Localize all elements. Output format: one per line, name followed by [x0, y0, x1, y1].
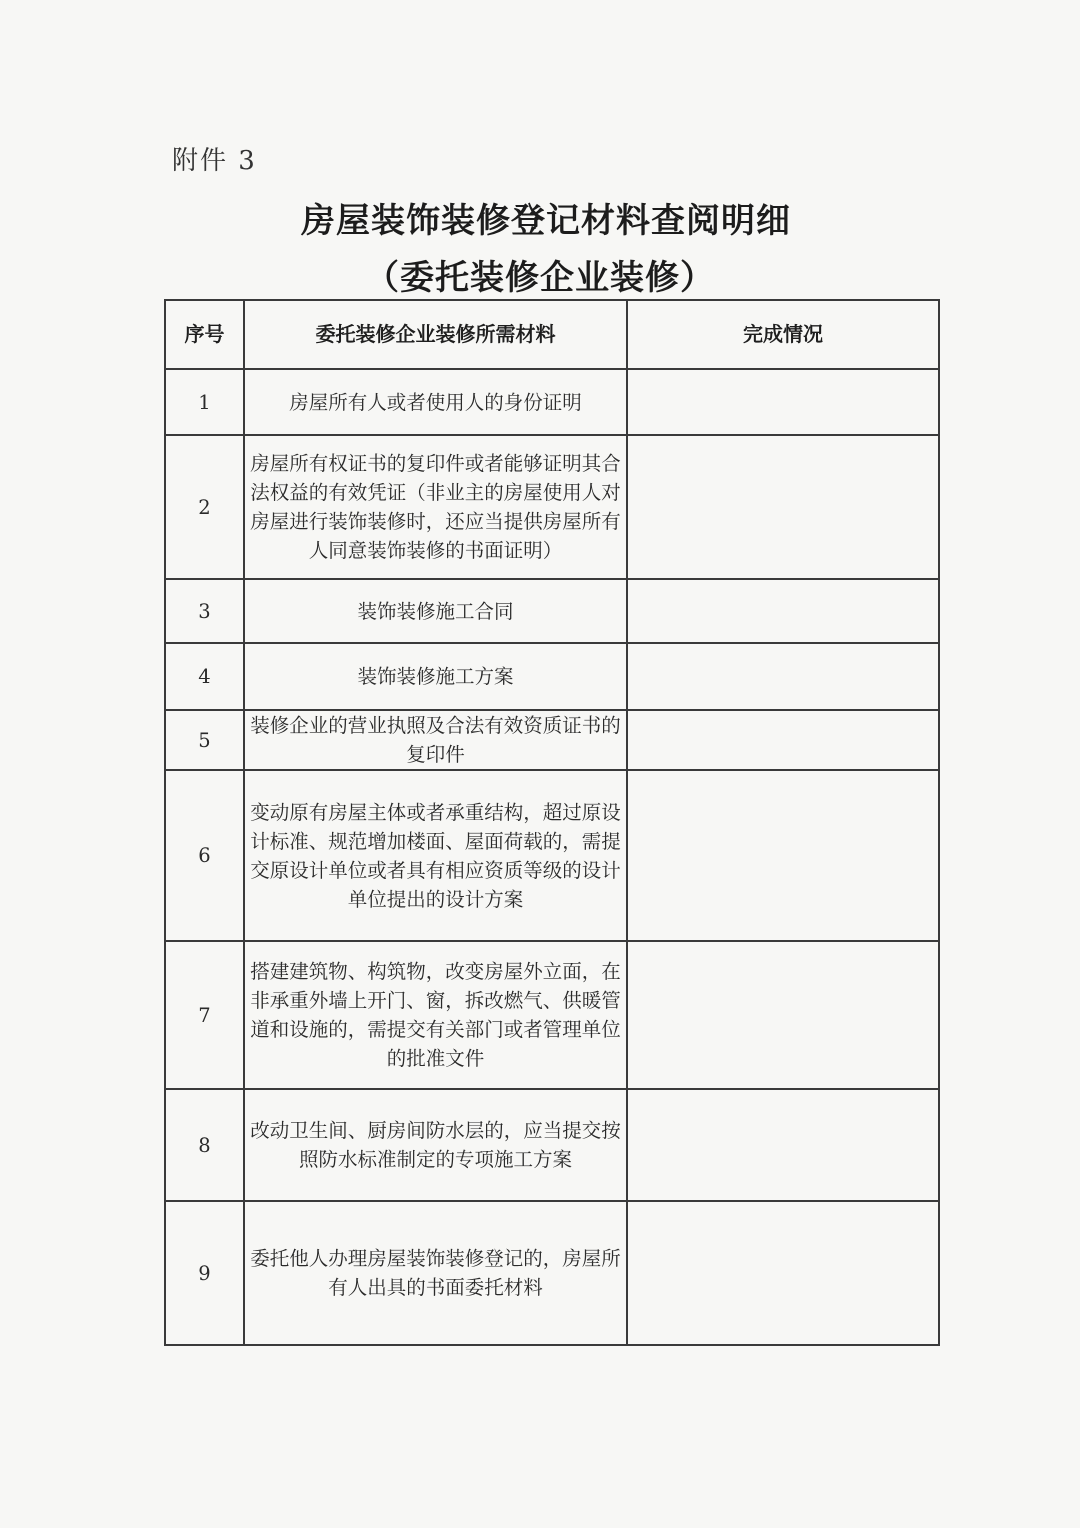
- header-serial: 序号: [165, 300, 244, 369]
- row-status: [627, 941, 939, 1089]
- row-material: 装饰装修施工合同: [244, 579, 627, 643]
- row-status: [627, 770, 939, 941]
- header-status: 完成情况: [627, 300, 939, 369]
- table-row: [165, 770, 939, 941]
- row-material: 装修企业的营业执照及合法有效资质证书的复印件: [244, 710, 627, 770]
- header-material: 委托装修企业装修所需材料: [244, 300, 627, 369]
- table-row: [165, 435, 939, 579]
- row-status: [627, 710, 939, 770]
- document-subtitle: （委托装修企业装修）: [365, 258, 715, 298]
- row-material: 变动原有房屋主体或者承重结构，超过原设计标准、规范增加楼面、屋面荷载的，需提交原设计单位或者具有相应资质等级的设计单位提出的设计方案: [244, 770, 627, 941]
- row-material: 房屋所有权证书的复印件或者能够证明其合法权益的有效凭证（非业主的房屋使用人对房屋进行装饰装修时，还应当提供房屋所有人同意装饰装修的书面证明）: [244, 435, 627, 579]
- table-row: [165, 643, 939, 710]
- row-number: 1: [165, 369, 244, 435]
- table-row: [165, 941, 939, 1089]
- row-status: [627, 579, 939, 643]
- table-row: [165, 710, 939, 770]
- table-row: [165, 369, 939, 435]
- row-status: [627, 1089, 939, 1201]
- row-material: 搭建建筑物、构筑物，改变房屋外立面，在非承重外墙上开门、窗，拆改燃气、供暖管道和设施的，需提交有关部门或者管理单位的批准文件: [244, 941, 627, 1089]
- attachment-label: 附件 3: [172, 146, 257, 176]
- table-row: [165, 1089, 939, 1201]
- table-row: [165, 1201, 939, 1345]
- row-number: 6: [165, 770, 244, 941]
- materials-table: [164, 299, 940, 1346]
- row-status: [627, 435, 939, 579]
- row-material: 改动卫生间、厨房间防水层的，应当提交按照防水标准制定的专项施工方案: [244, 1089, 627, 1201]
- table-header-row: [165, 300, 939, 369]
- row-material: 委托他人办理房屋装饰装修登记的，房屋所有人出具的书面委托材料: [244, 1201, 627, 1345]
- row-status: [627, 369, 939, 435]
- row-status: [627, 1201, 939, 1345]
- row-number: 9: [165, 1201, 244, 1345]
- table-row: [165, 579, 939, 643]
- document-title: 房屋装饰装修登记材料查阅明细: [301, 201, 791, 241]
- row-material: 房屋所有人或者使用人的身份证明: [244, 369, 627, 435]
- row-number: 7: [165, 941, 244, 1089]
- row-number: 2: [165, 435, 244, 579]
- row-status: [627, 643, 939, 710]
- row-number: 4: [165, 643, 244, 710]
- row-material: 装饰装修施工方案: [244, 643, 627, 710]
- row-number: 5: [165, 710, 244, 770]
- row-number: 3: [165, 579, 244, 643]
- row-number: 8: [165, 1089, 244, 1201]
